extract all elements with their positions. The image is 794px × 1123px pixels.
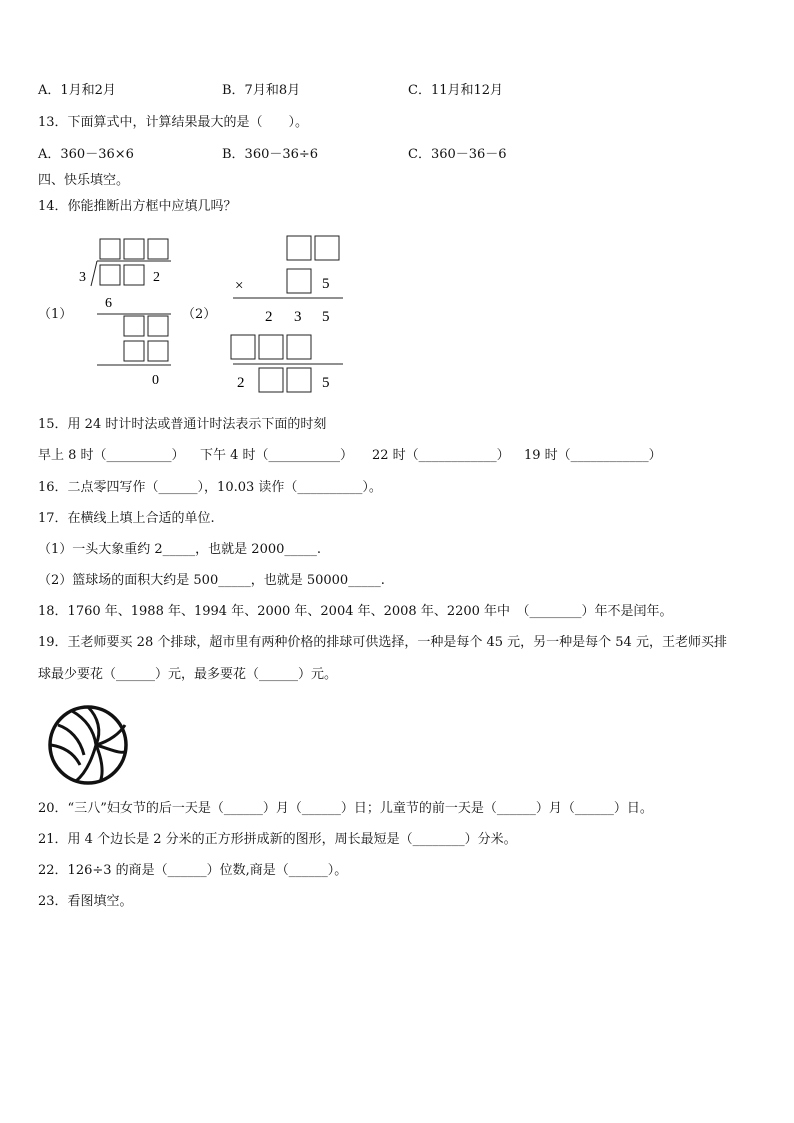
q12-option-c: C．11月和12月	[408, 83, 504, 98]
q23-question: 23．看图填空。	[38, 894, 133, 909]
division-divisor: 3	[79, 270, 86, 285]
q17-line-1: （1）一头大象重约 2_____，也就是 2000_____.	[38, 542, 322, 557]
q16-question: 16．二点零四写作（______），10.03 读作（__________）。	[38, 480, 382, 495]
q15-question: 15．用 24 时计时法或普通计时法表示下面的时刻	[38, 417, 327, 432]
q14-question: 14．你能推断出方框中应填几吗？	[38, 199, 237, 214]
q12-option-b: B．7月和8月	[222, 83, 301, 98]
q20-question: 20．“三八”妇女节的后一天是（______）月（______）日；儿童节的前一天是（______）月（______）日。	[38, 801, 653, 816]
multiplier-digit: 5	[322, 276, 330, 292]
division-first-product: 6	[105, 296, 112, 311]
q18-question: 18．1760 年、1988 年、1994 年、2000 年、2004 年、2008 年、2200 年中 （________）年不是闰年。	[38, 604, 673, 619]
result-digit-first: 2	[237, 375, 245, 391]
multiplication-sign: ×	[235, 278, 244, 294]
long-division-figure	[75, 234, 185, 394]
q12-option-a: A．1月和2月	[38, 83, 116, 98]
partial-digit-3: 5	[322, 309, 330, 325]
volleyball-icon	[46, 703, 130, 787]
q22-question: 22．126÷3 的商是（______）位数,商是（______）。	[38, 863, 348, 878]
multiplication-figure	[225, 232, 350, 397]
q15-item-3: 22 时（____________）	[372, 448, 510, 463]
result-digit-last: 5	[322, 375, 330, 391]
partial-digit-2: 3	[294, 309, 302, 325]
q13-option-b: B．360－36÷6	[222, 147, 319, 162]
q17-question: 17．在横线上填上合适的单位.	[38, 511, 215, 526]
q14-part1-label: （1）	[38, 307, 73, 322]
division-dividend-digit: 2	[153, 270, 160, 285]
q15-item-1: 早上 8 时（__________）	[38, 448, 185, 463]
section-title: 四、快乐填空。	[38, 173, 130, 188]
q21-question: 21．用 4 个边长是 2 分米的正方形拼成新的图形，周长最短是（________）分米。	[38, 832, 517, 847]
q13-option-a: A．360－36×6	[38, 147, 134, 162]
division-remainder: 0	[152, 373, 159, 388]
q13-question: 13．下面算式中，计算结果最大的是（ ）。	[38, 115, 309, 130]
partial-digit-1: 2	[265, 309, 273, 325]
q19-line-2: 球最少要花（______）元，最多要花（______）元。	[38, 667, 338, 682]
q19-line-1: 19．王老师要买 28 个排球，超市里有两种价格的排球可供选择，一种是每个 45 元，另一种是每个 54 元，王老师买排	[38, 635, 727, 650]
q13-option-c: C．360－36－6	[408, 147, 507, 162]
q17-line-2: （2）篮球场的面积大约是 500_____，也就是 50000_____.	[38, 573, 385, 588]
q15-item-4: 19 时（____________）	[524, 448, 662, 463]
q14-part2-label: （2）	[182, 307, 217, 322]
q15-item-2: 下午 4 时（___________）	[200, 448, 354, 463]
